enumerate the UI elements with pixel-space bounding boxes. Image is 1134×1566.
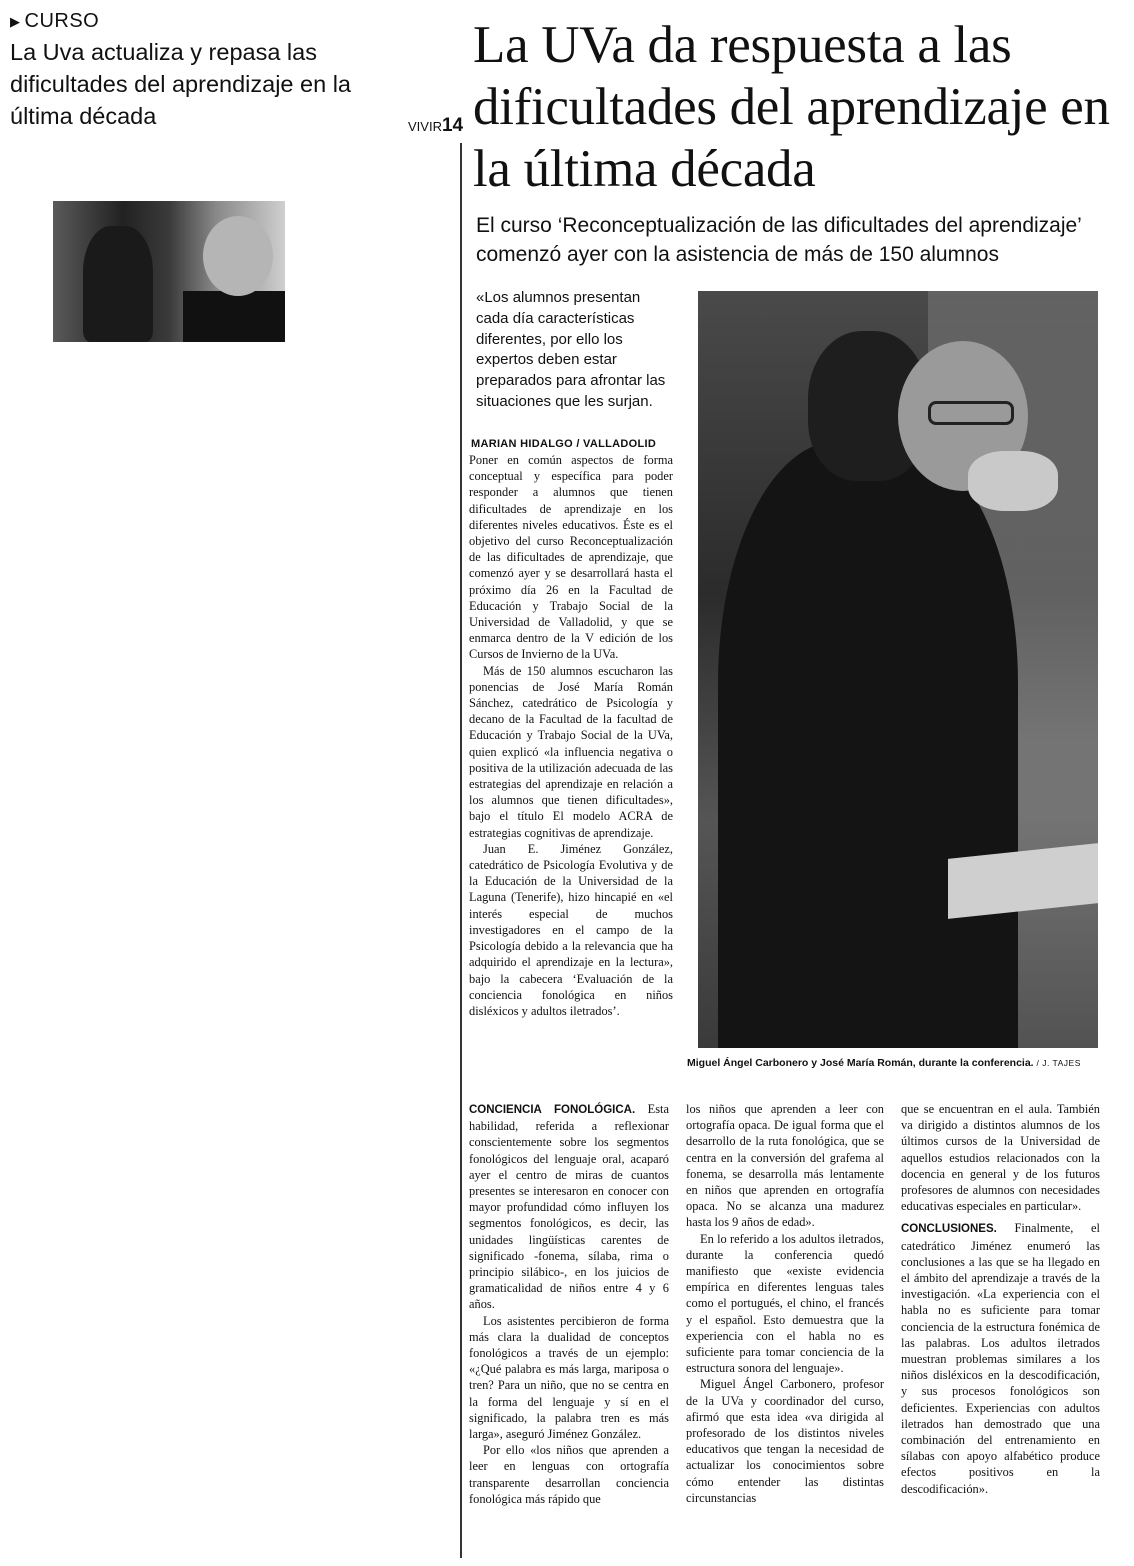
photo-caption-text: Miguel Ángel Carbonero y José María Román, durante la conferencia.: [687, 1057, 1034, 1069]
body-paragraph: Los asistentes percibieron de forma más clara la dualidad de conceptos fonológicos a través de un ejemplo: «¿Qué palabra es más larga, mariposa o tren? Para un niño, que no se centra en la forma del lenguaje y sí en el significado, la palabra tren es más larga», aseguró Jiménez González.: [469, 1313, 669, 1442]
body-paragraph: Juan E. Jiménez González, catedrático de Psicología Evolutiva y de la Educación de la Universidad de la Laguna (Tenerife), hizo hincapié en «el interés especial de muchos investigadores en el campo de la Psicología debido a la relevancia que ha adquirido el aprendizaje en la lectura», bajo la cabecera ‘Evaluación de la conciencia fonológica en niños disléxicos y adultos iletrados’.: [469, 841, 673, 1018]
article-subtitle: El curso ‘Reconceptualización de las dificultades del aprendizaje’ comenzó ayer con la asistencia de más de 150 alumnos: [476, 214, 1082, 266]
pull-quote: «Los alumnos presentan cada día características diferentes, por ello los expertos deben estar preparados para afrontar las situaciones que les surjan.: [476, 289, 666, 410]
body-paragraph: Por ello «los niños que aprenden a leer en lenguas con ortografía transparente desarrollan conciencia fonológica más rápido que: [469, 1443, 669, 1506]
page-number: 14: [441, 115, 464, 136]
section-lead: CONCLUSIONES.: [901, 1223, 997, 1236]
body-paragraph: Poner en común aspectos de forma conceptual y específica para poder responder a alumnos que tienen dificultades de aprendizaje en los diferentes niveles educativos. Éste es el objetivo del curso Reconceptualización de las dificultades de aprendizaje, que comenzó ayer y se desarrollará hasta el próximo día 26 en la Facultad de Educación y Trabajo Social de la Universidad de Valladolid, y que se enmarca dentro de la V edición de los Cursos de Invierno de la UVa.: [469, 453, 673, 662]
article-photo: [698, 291, 1098, 1048]
triangle-arrow-icon: ▶: [10, 13, 21, 29]
section-lead: CONCIENCIA FONOLÓGICA.: [469, 1104, 636, 1116]
teaser-kicker-label: CURSO: [24, 10, 100, 32]
body-paragraph: que se encuentran en el aula. También va dirigido a distintos alumnos de los últimos cursos de la Universidad de aquellos estudios relacionados con la docencia en general y de los futuros profesores de alumnos con necesidades educativas especiales en particular».: [901, 1102, 1100, 1214]
article-headline: La UVa da respuesta a las dificultades del aprendizaje en la última década: [473, 16, 1110, 198]
section-label: VIVIR: [408, 119, 442, 134]
body-paragraph: los niños que aprenden a leer con ortografía opaca. De igual forma que el desarrollo de la ruta fonológica, que se centra en la conversión del grafema al fonema, se desarrolla más lentamente en niños que aprenden en ortografía opaca. No se alcanza una madurez hasta los 9 años de edad».: [686, 1102, 884, 1230]
article-body-column-2: [469, 1101, 669, 1507]
photo-caption: [687, 1057, 1107, 1069]
body-text: Esta habilidad, referida a reflexionar conscientemente sobre los segmentos fonológicos del lenguaje oral, acaparó ayer el centro de miras de cuantos presentes se interesaron en conocer con mayor profundidad cómo influyen los segmentos fonológicos, es decir, las unidades lingüísticas carentes de significado -fonema, sílaba, rima o principio silábico-, en los juicios de gramaticalidad de niños entre 4 y 6 años.: [469, 1102, 669, 1312]
body-paragraph: Más de 150 alumnos escucharon las ponencias de José María Román Sánchez, catedrático de Psicología y decano de la Facultad de la facultad de Educación y Trabajo Social de la UVa, quien explicó «la influencia negativa o positiva de la utilización adecuada de las estrategias del aprendizaje en relación a los alumnos que tienen dificultades», bajo el título El modelo ACRA de estrategias cognitivas de aprendizaje.: [469, 663, 673, 840]
body-paragraph: [901, 1220, 1100, 1496]
article-body-column-1: [469, 452, 673, 1019]
body-text: Finalmente, el catedrático Jiménez enumeró las conclusiones a las que se ha llegado en el ámbito del aprendizaje a través de la investigación. «La experiencia con el habla no es suficiente para tomar conciencia de la estructura fonémica de las palabras. Los adultos iletrados muestran problemas similares a los niños disléxicos en la descodificación, y sus procesos fonológicos son deficientes. Experiencias con adultos iletrados han demostrado que una combinación del entrenamiento en sílabas con apoyo alfabético produce efectos positivos en la descodificación».: [901, 1221, 1100, 1496]
column-divider: [460, 143, 462, 1558]
teaser-block: [10, 10, 464, 136]
teaser-kicker: [10, 10, 460, 33]
teaser-photo: [53, 201, 285, 342]
body-paragraph: Miguel Ángel Carbonero, profesor de la UVa y coordinador del curso, afirmó que esta idea «va dirigida al profesorado de los distintos niveles educativos que tengan la necesidad de actualizar los conocimientos sobre cómo entender las distintas circunstancias: [686, 1377, 884, 1505]
photo-credit: / J. TAJES: [1036, 1058, 1081, 1068]
article-body-column-4: [901, 1101, 1100, 1497]
teaser-title: La Uva actualiza y repasa las dificultades del aprendizaje en la última década: [10, 39, 351, 129]
article-body-column-3: [686, 1101, 884, 1506]
body-paragraph: En lo referido a los adultos iletrados, durante la conferencia quedó manifiesto que «existe evidencia empírica en diferentes lenguas tales como el portugués, el chino, el francés y el español. Esto demuestra que la experiencia con el habla no es suficiente para tomar conciencia de la estructura sonora del lenguaje».: [686, 1231, 884, 1376]
byline: MARIAN HIDALGO / VALLADOLID: [471, 438, 657, 450]
teaser-page-ref: [408, 115, 463, 137]
body-paragraph: [469, 1101, 669, 1313]
